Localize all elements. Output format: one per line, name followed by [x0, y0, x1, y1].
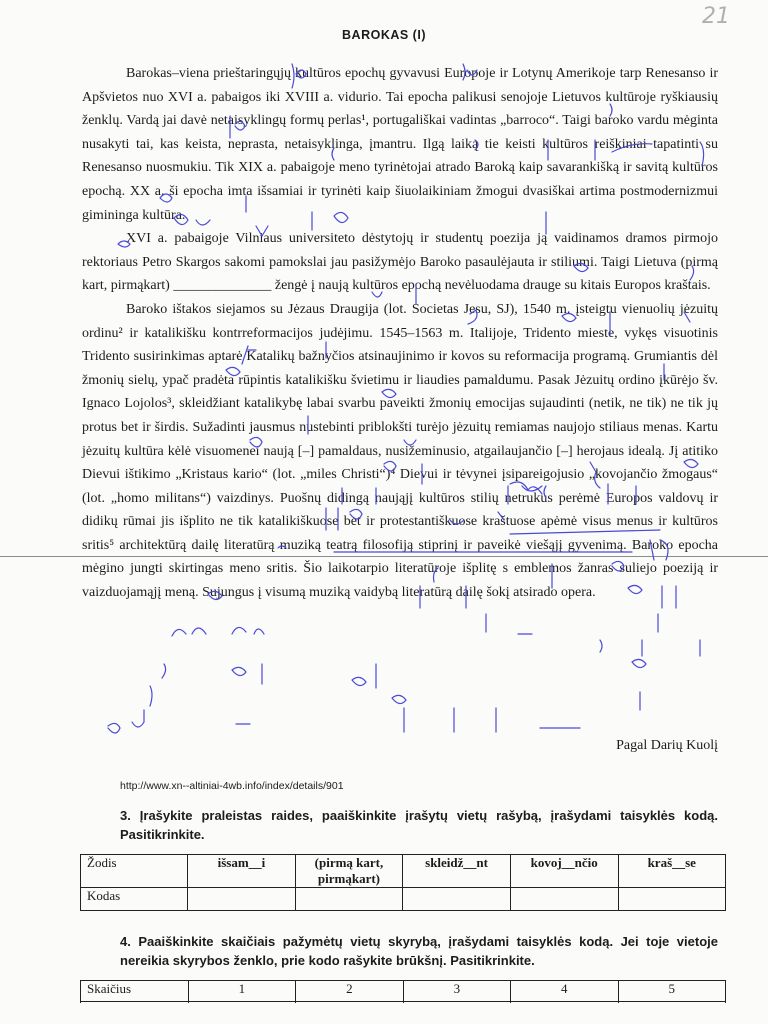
table-header-cell: išsam__i: [188, 855, 295, 888]
table-header-cell: 1: [188, 981, 295, 1002]
paragraph: XVI a. pabaigoje Vilniaus universiteto dėstytojų ir studentų poezija ją vaidinamos dramos pirmojo rektoriaus Petro Skargos sakomi pamokslai jau pasižymėjo Baroko pasaulėjauta ir stiliumi. Taigi Lietuva (pirmą kart, pirmąkart) ______________ žengė į naują kultūros epochą nevėluodama drauge su kitais Europos kraštais.: [82, 231, 718, 294]
pen-mark: [236, 708, 404, 732]
pen-mark: [162, 664, 262, 684]
table-row-label: Kodas: [81, 888, 188, 911]
pen-mark: [632, 659, 646, 667]
pen-mark: [150, 686, 152, 706]
pen-mark: [486, 614, 658, 632]
table-header-cell: kraš__se: [618, 855, 725, 888]
scan-fold-line: [0, 556, 768, 557]
table-header-cell: skleidž__nt: [403, 855, 511, 888]
table-header-cell: Skaičius: [81, 981, 189, 1002]
answer-cell[interactable]: [618, 888, 725, 911]
answer-cell[interactable]: [188, 888, 295, 911]
task-3-instructions: 3. Įrašykite praleistas raides, paaiškinkite įrašytų vietų rašybą, įrašydami taisyklės kodą. Pasitikrinkite.: [120, 808, 718, 842]
table-header-cell: kovoj__nčio: [510, 855, 618, 888]
pen-mark: [132, 710, 144, 727]
pen-mark: [392, 695, 406, 703]
answer-cell[interactable]: [295, 888, 403, 911]
table-header-cell: Žodis: [81, 855, 188, 888]
answer-cell[interactable]: [510, 888, 618, 911]
pen-mark: [232, 667, 246, 675]
page-bottom-cutoff: [80, 1003, 726, 1024]
answer-cell[interactable]: [403, 888, 511, 911]
table-header-cell: 4: [511, 981, 618, 1002]
pen-mark: [172, 628, 206, 636]
text-body: [82, 62, 718, 605]
table-header-cell: 5: [618, 981, 726, 1002]
table-row: [81, 981, 726, 1002]
paragraph: Barokas–viena prieštaringųjų kultūros epochų gyvavusi Europoje ir Lotynų Amerikoje tarp Renesanso ir Apšvietos nuo XVI a. pabaigos iki XVIII a. vidurio. Tai epocha palikusi senojoje Lietuvos kultūroje ryškiausių ženklų. Vardą jai davė netaisyklingų formų perlas¹, portugališkai vadintas „barroco“. Taigi baroko vardu mėginta nusakyti tai, kas keista, neprasta, netaisyklinga, įmantru. Ilgą laiką tie keisti kultūros reiškiniai tapatinti su Renesanso nuosmukiu. Tik XIX a. pabaigoje meno tyrinėtojai atrado Baroką kaip savarankišką ir savitą kultūros epochą. XX a. ši epocha imta išsamiai ir tyrinėti kaip šiuolaikiniam žmogui dvasiškai artima postmodernizmui gimininga kultūra.: [82, 66, 718, 223]
table-header-cell: 3: [403, 981, 510, 1002]
table-header-cell: 2: [296, 981, 403, 1002]
handwritten-page-number: 21: [702, 4, 730, 29]
pen-mark: [352, 677, 366, 685]
table-header-cell: (pirmą kart, pirmąkart): [295, 855, 403, 888]
source-url[interactable]: http://www.xn--altiniai-4wb.info/index/details/901: [120, 780, 344, 792]
author-signature: Pagal Darių Kuolį: [616, 738, 718, 753]
table-row: [81, 855, 726, 888]
pen-mark: [642, 640, 700, 656]
pen-mark: [108, 723, 120, 733]
task-3-table: [80, 854, 726, 911]
page-title: BAROKAS (I): [342, 28, 426, 42]
paragraph: Baroko ištakos siejamos su Jėzaus Draugija (lot. Societas Jesu, SJ), 1540 m. įsteigtu vienuolių jėzuitų ordinu² ir katalikišku kontrreformacijos judėjimu. 1545–1563 m. Italijoje, Tridento mieste, vykęs visuotinis Tridento susirinkimas aptarė Katalikų bažnyčios atsinaujinimo ir kovos su reformacija programą. Grumiantis dėl žmonių sielų, ypač pradėta rūpintis katalikišku švietimu ir liaudies pamaldumu. Pasak Jėzuitų ordino įkūrėjo šv. Ignaco Lojolos³, skleidžiant katalikybę labai svarbu paveikti žmonių emocijas sujaudinti (netik, ne tik) ne tik jų protus bet ir širdis. Sužadinti jausmus nustebinti priblokšti turėjo jėzuitų remiamas naujojo stiliaus menas. Kartu jėzuitų kultūra kėlė visuomenei naują [–] pamaldaus, nusižeminusio, atgailaujančio [–] herojaus idealą. Jį atitiko Dievui ištikimo „Kristaus kario“ (lot. „miles Christi“)⁴ Dievui ir tėvynei įsipareigojusio „kovojančio žmogaus“ (lot. „homo militans“) vaizdinys. Puošnų didingą naująjį kultūros stilių netrukus perėmė Europos valdovų ir didikų rūmai jis išplito ne tik katalikiškuose bet ir protestantiškuose kraštuose apėmė visus menus ir kultūros sritis⁵ architektūrą dailę literatūrą muziką teatrą filosofiją stiprinį ir paveikė viešąjį gyvenimą. Baroko epocha mėgino jungti skirtingas meno sritis. Šio laikotarpio literatūroje išplitę s emblemos žanras suliejo poeziją ir vaizduojamąjį meną. Sujungus į visumą muziką vaidybą literatūrą dailę šokį atsirado opera.: [82, 301, 718, 601]
pen-mark: [232, 627, 264, 634]
task-4-instructions: 4. Paaiškinkite skaičiais pažymėtų vietų skyrybą, įrašydami taisyklės kodą. Jei toje vietoje nereikia skyrybos ženklo, prie kodo rašykite brūkšnį. Pasitikrinkite.: [120, 934, 718, 968]
pen-mark: [518, 634, 602, 652]
pen-mark: [454, 708, 496, 732]
table-row: [81, 888, 726, 911]
